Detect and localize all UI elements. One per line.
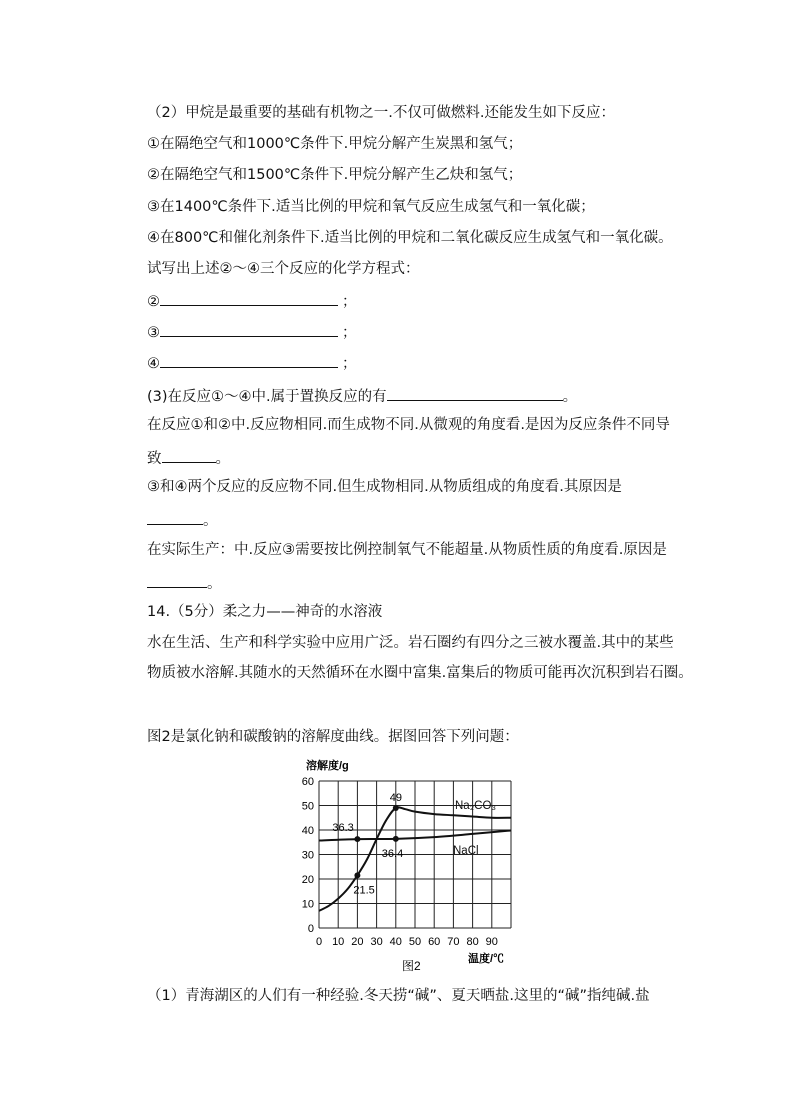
x-tick-label: 20 xyxy=(351,936,364,948)
question-3c xyxy=(147,446,230,469)
data-label: 36.4 xyxy=(381,847,404,860)
x-tick-label: 40 xyxy=(389,936,402,948)
y-tick-label: 10 xyxy=(301,898,314,911)
period: 。 xyxy=(207,576,222,592)
question-3b: 在反应①和②中.反应物相同.而生成物不同.从微观的角度看.是因为反应条件不同导 xyxy=(147,417,670,433)
blank-3[interactable] xyxy=(160,320,338,337)
y-tick-label: 20 xyxy=(301,874,314,886)
x-tick-label: 60 xyxy=(428,936,441,948)
question-3f: 在实际生产：中.反应③需要按比例控制氧气不能超量.从物质性质的角度看.原因是 xyxy=(147,542,667,558)
question-3a-text: (3)在反应①～④中.属于置换反应的有 xyxy=(147,389,387,405)
answer-line-4 xyxy=(147,351,357,374)
paragraph-methane-intro: （2）甲烷是最重要的基础有机物之一.不仅可做燃料.还能发生如下反应： xyxy=(147,105,615,121)
water-paragraph-line-2: 物质被水溶解.其随水的天然循环在水圈中富集.富集后的物质可能再次沉积到岩石圈。 xyxy=(147,665,693,681)
x-tick-label: 10 xyxy=(332,936,345,948)
question-3c-text: 致 xyxy=(147,451,162,467)
x-tick-label: 70 xyxy=(447,936,460,948)
series-label-nacl: NaCl xyxy=(453,845,479,857)
y-tick-label: 50 xyxy=(301,800,314,813)
y-tick-label: 40 xyxy=(301,825,314,837)
data-point xyxy=(393,805,399,811)
semicolon: ； xyxy=(342,325,357,341)
task-instruction: 试写出上述②～④三个反应的化学方程式： xyxy=(147,261,420,277)
figure-caption: 图2 xyxy=(402,959,421,972)
y-tick-label: 60 xyxy=(301,776,314,788)
blank-micro-reason[interactable] xyxy=(162,446,216,463)
x-tick-label: 50 xyxy=(408,936,422,948)
x-tick-label: 30 xyxy=(370,936,383,948)
blank-2[interactable] xyxy=(160,289,338,306)
period: 。 xyxy=(203,513,218,529)
question-14-title: 14.（5分）柔之力——神奇的水溶液 xyxy=(147,604,383,620)
period: 。 xyxy=(215,451,230,467)
y-tick-label: 30 xyxy=(301,849,314,862)
series-label-na2co3: Na₂CO₃ xyxy=(455,800,497,812)
figure-intro: 图2是氯化钠和碳酸钠的溶解度曲线。据图回答下列问题： xyxy=(147,729,519,745)
answer-line-2 xyxy=(147,289,357,312)
reaction-2: ②在隔绝空气和1500℃条件下.甲烷分解产生乙炔和氢气； xyxy=(147,167,523,183)
question-1: （1）青海湖区的人们有一种经验.冬天捞“碱”、夏天晒盐.这里的“碱”指纯碱.盐 xyxy=(147,988,650,1004)
label-3: ③ xyxy=(147,325,160,341)
x-tick-label: 80 xyxy=(466,936,479,948)
y-tick-label: 0 xyxy=(307,923,314,935)
semicolon: ； xyxy=(342,294,357,310)
question-3e xyxy=(147,508,218,531)
blank-composition-reason[interactable] xyxy=(147,508,203,525)
data-label: 36.3 xyxy=(332,822,354,835)
y-axis-label: 溶解度/g xyxy=(306,760,349,772)
answer-line-3 xyxy=(147,320,357,343)
blank-displacement[interactable] xyxy=(387,384,563,401)
label-2: ② xyxy=(147,294,160,310)
reaction-1: ①在隔绝空气和1000℃条件下.甲烷分解产生炭黑和氢气； xyxy=(147,136,523,152)
data-label: 21.5 xyxy=(353,884,375,897)
data-point xyxy=(354,836,360,842)
question-3d: ③和④两个反应的反应物不同.但生成物相同.从物质组成的角度看.其原因是 xyxy=(147,479,622,495)
solubility-chart xyxy=(290,757,530,972)
reaction-3: ③在1400℃条件下.适当比例的甲烷和氧气反应生成氢气和一氧化碳； xyxy=(147,199,595,215)
semicolon: ； xyxy=(342,356,357,372)
data-point xyxy=(393,836,399,842)
period: 。 xyxy=(562,389,578,405)
water-paragraph-line-1: 水在生活、生产和科学实验中应用广泛。岩石圈约有四分之三被水覆盖.其中的某些 xyxy=(147,635,674,651)
reaction-4: ④在800℃和催化剂条件下.适当比例的甲烷和二氧化碳反应生成氢气和一氧化碳。 xyxy=(147,230,673,246)
blank-4[interactable] xyxy=(160,351,338,368)
question-3a xyxy=(147,384,577,407)
x-tick-label: 90 xyxy=(485,936,498,948)
x-axis-label: 温度/℃ xyxy=(468,953,505,965)
data-point xyxy=(354,872,360,878)
x-tick-label: 0 xyxy=(315,936,323,948)
blank-property-reason[interactable] xyxy=(147,571,207,588)
data-label: 49 xyxy=(389,791,403,804)
question-3g xyxy=(147,571,222,594)
label-4: ④ xyxy=(147,356,160,372)
